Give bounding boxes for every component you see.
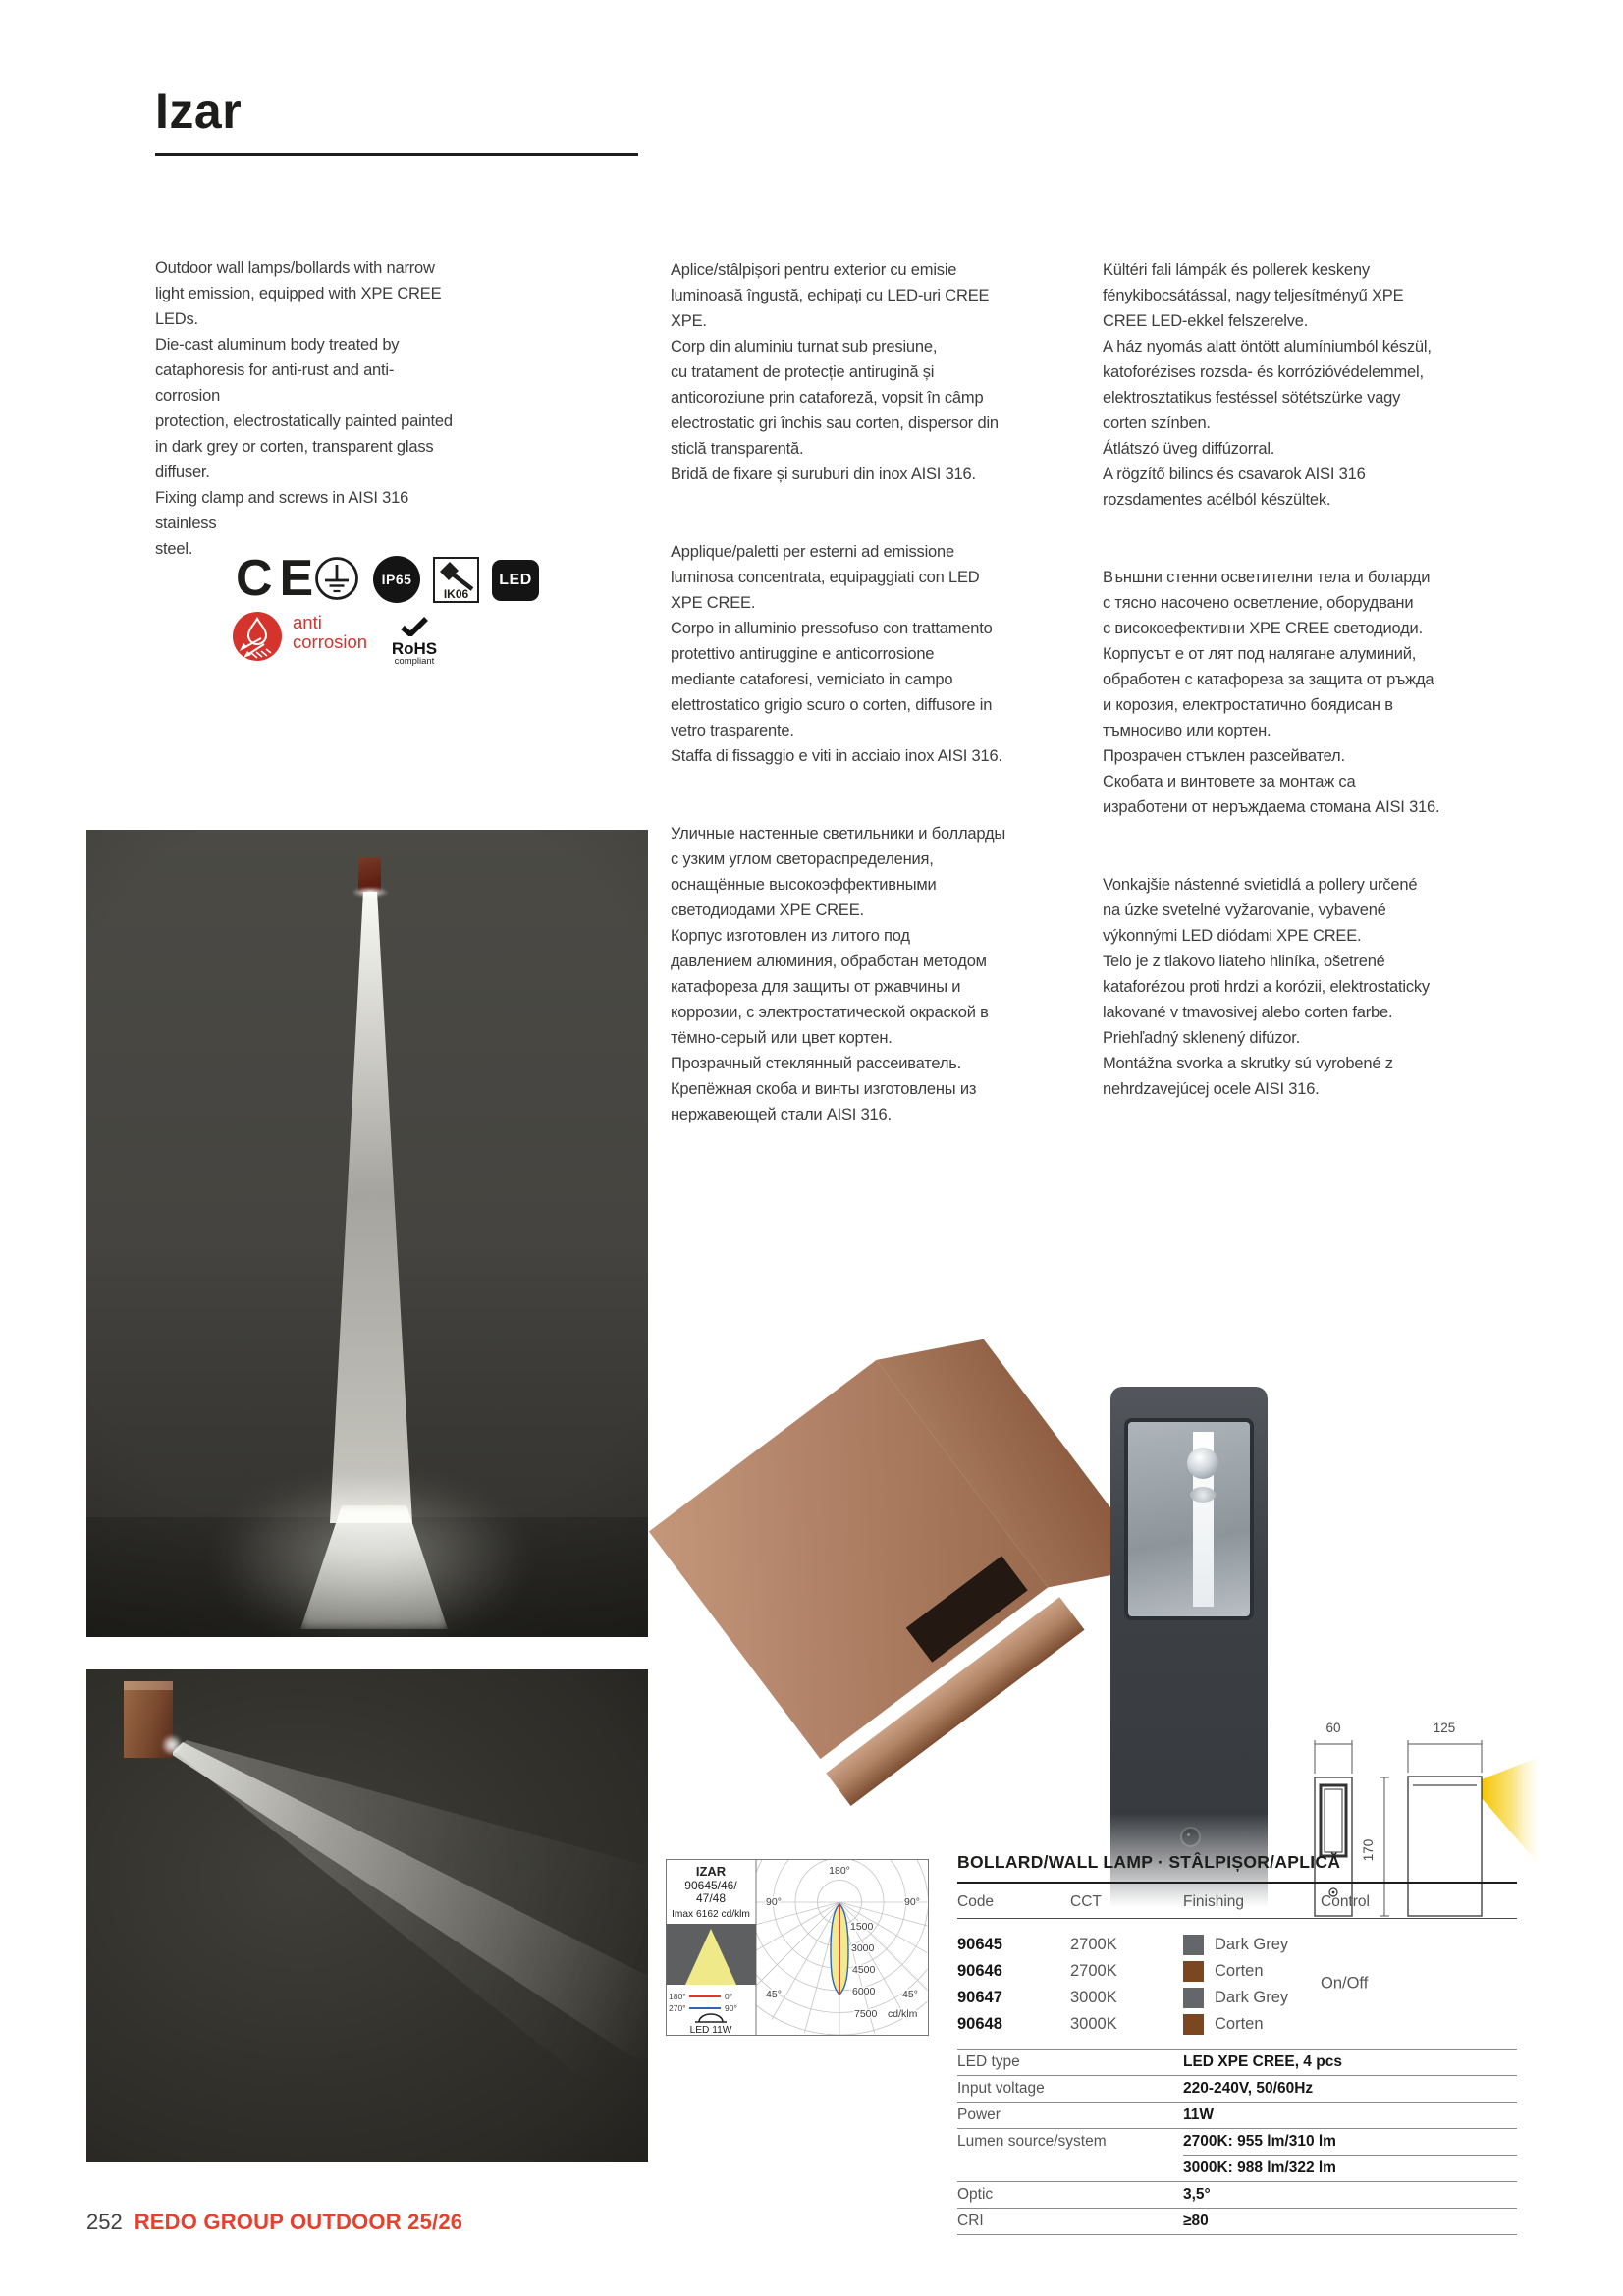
description-column-2 bbox=[671, 232, 1078, 1179]
table-row bbox=[957, 1985, 1517, 2011]
rohs-check-icon bbox=[400, 617, 429, 636]
photometry-codes-2: 47/48 bbox=[695, 1891, 727, 1905]
table-row bbox=[957, 2011, 1517, 2038]
bollard-window bbox=[1124, 1418, 1254, 1620]
earth-ground-icon bbox=[314, 556, 359, 606]
control-value: On/Off bbox=[1321, 1974, 1369, 1993]
spec-row-optic: Optic 3,5° bbox=[957, 2182, 1517, 2209]
product-code: 90646 bbox=[957, 1962, 1002, 1980]
legend-180: 180° bbox=[669, 1992, 686, 2001]
description-it: Applique/paletti per esterni ad emissione luminosa concentrata, equipaggiati con LED XPE CREE. Corpo in alluminio pressofuso con trattamento protettivo antiruggine e anticorrosione mediante cataforesi, verniciato in campo elettrostatico grigio scuro o corten, diffusore in vetro trasparente. Staffa di fissaggio e viti in acciaio inox AISI 316. bbox=[671, 543, 1002, 765]
table-rows bbox=[957, 1919, 1517, 2050]
bollard-screw bbox=[1180, 1827, 1201, 1847]
finish-label: Corten bbox=[1215, 1962, 1264, 1980]
table-row bbox=[957, 1958, 1517, 1985]
col-control: Control bbox=[1321, 1893, 1370, 1910]
col-code: Code bbox=[957, 1893, 995, 1910]
polar-tick-4500: 4500 bbox=[852, 1964, 876, 1976]
col-cct: CCT bbox=[1070, 1893, 1102, 1910]
finish-swatch bbox=[1183, 1961, 1204, 1982]
polar-label-45r: 45° bbox=[902, 1989, 918, 2000]
finish-label: Corten bbox=[1215, 2015, 1264, 2033]
legend-90: 90° bbox=[725, 2003, 737, 2013]
page-number: 252 bbox=[86, 2210, 123, 2234]
spec-row-input-voltage: Input voltage 220-240V, 50/60Hz bbox=[957, 2076, 1517, 2103]
rohs-icon bbox=[384, 617, 445, 667]
ik06-label: IK06 bbox=[443, 587, 469, 601]
page-title: Izar bbox=[155, 83, 243, 138]
rohs-compliant-label: compliant bbox=[394, 656, 435, 667]
photo-vignette bbox=[86, 830, 648, 1637]
polar-tick-3000: 3000 bbox=[851, 1942, 875, 1954]
col-finishing: Finishing bbox=[1183, 1893, 1245, 1910]
product-photo-corten-wall-lamp bbox=[727, 1314, 1092, 1813]
product-photo-dark-grey-bollard bbox=[1108, 1387, 1271, 1909]
photometric-diagram bbox=[666, 1859, 929, 2041]
dim-side-width: 125 bbox=[1433, 1721, 1456, 1735]
table-row bbox=[957, 1932, 1517, 1958]
polar-tick-6000: 6000 bbox=[852, 1986, 876, 1997]
title-underline bbox=[155, 153, 638, 156]
polar-tick-1500: 1500 bbox=[850, 1921, 874, 1933]
spec-row-led-type: LED type LED XPE CREE, 4 pcs bbox=[957, 2050, 1517, 2076]
polar-label-90r: 90° bbox=[904, 1896, 920, 1908]
lumen-3000k: 3000K: 988 lm/322 lm bbox=[1183, 2159, 1336, 2176]
photometry-model: IZAR bbox=[695, 1864, 727, 1879]
spec-table bbox=[957, 1852, 1517, 2235]
led-badge-icon: LED bbox=[492, 560, 539, 601]
product-code: 90647 bbox=[957, 1989, 1002, 2006]
finish-swatch bbox=[1183, 1988, 1204, 2008]
bollard-post bbox=[1110, 1387, 1268, 1907]
lumen-2700k: 2700K: 955 lm/310 lm bbox=[1183, 2133, 1517, 2156]
ambience-photo-bollard bbox=[86, 1669, 648, 2162]
cct-value: 3000K bbox=[1070, 1989, 1117, 2006]
polar-label-180: 180° bbox=[829, 1865, 850, 1877]
description-sk: Vonkajšie nástenné svietidlá a pollery určené na úzke svetelné vyžarovanie, vybavené výkonnými LED diódami XPE CREE. Telo je z tlakovo liateho hliníka, ošetrené kataforézou proti hrdzi a korózii, elektrostaticky lakované v tmavosivej alebo corten farbe. Priehľadný sklenený difúzor. Montážna svorka a skrutky sú vyrobené z nehrdzavejúcej ocele AISI 316. bbox=[1103, 876, 1430, 1098]
description-ru: Уличные настенные светильники и болларды с узким углом светораспределения, оснащённые высокоэффективными светодиодами XPE CREE. Корпус изготовлен из литого под давлением алюминия, обработан методом катафореза для защиты от ржавчины и коррозии, с электростатической окраской в тёмно-серый или цвет кортен. Прозрачный стеклянный рассеиватель. Крепёжная скоба и винты изготовлены из нержавеющей стали AISI 316. bbox=[671, 825, 1006, 1123]
photometry-lamp: LED 11W bbox=[689, 2025, 732, 2036]
ce-mark-icon: CE bbox=[236, 550, 321, 607]
cct-value: 3000K bbox=[1070, 2015, 1117, 2033]
ik06-hammer-icon bbox=[433, 557, 479, 608]
cct-value: 2700K bbox=[1070, 1962, 1117, 1980]
anti-corrosion-icon bbox=[232, 611, 283, 667]
finish-swatch bbox=[1183, 2014, 1204, 2035]
finish-label: Dark Grey bbox=[1215, 1989, 1289, 2006]
polar-label-45l: 45° bbox=[766, 1989, 782, 2000]
brand-footer: REDO GROUP OUTDOOR 25/26 bbox=[134, 2210, 463, 2234]
spec-row-power: Power 11W bbox=[957, 2103, 1517, 2129]
dim-height: 170 bbox=[1361, 1838, 1376, 1862]
description-en: Outdoor wall lamps/bollards with narrow light emission, equipped with XPE CREE LEDs. Die-cast aluminum body treated by cataphoresis for anti-rust and anti-corrosion protection, electrostatically painted painted in dark grey or corten, transparent glass diffuser. Fixing clamp and screws in AISI 316 stainless steel. bbox=[155, 259, 453, 558]
description-bg: Външни стенни осветителни тела и боларди с тясно насочено осветление, оборудвани с високоефективни XPE CREE светодиоди. Корпусът е от лят под налягане алуминий, обработен с катафореза за защита от ръжда и корозия, електростатично боядисан в тъмносиво или кортен. Прозрачен стъклен разсейвател. Скобата и винтовете за монтаж са изработени от неръждаема стомана AISI 316. bbox=[1103, 569, 1440, 816]
dim-front-width: 60 bbox=[1325, 1721, 1341, 1735]
corten-body bbox=[649, 1360, 1048, 1759]
description-column-3 bbox=[1103, 232, 1535, 1154]
description-ro: Aplice/stâlpișori pentru exterior cu emisie luminoasă îngustă, echipați cu LED-uri CREE XPE. Corp din aluminiu turnat sub presiune, cu tratament de protecție antirugină și anticoroziune prin cataforeză, vopsit în câmp electrostatic gri închis sau corten, dispersor din sticlă transparentă. Bridă de fixare și suruburi din inox AISI 316. bbox=[671, 261, 999, 483]
polar-tick-7500: 7500 bbox=[854, 2008, 878, 2020]
photo-vignette bbox=[86, 1669, 648, 2162]
finish-label: Dark Grey bbox=[1215, 1936, 1289, 1953]
bollard-led-lens bbox=[1187, 1448, 1218, 1479]
photometry-imax: Imax 6162 cd/klm bbox=[672, 1909, 750, 1920]
legend-270: 270° bbox=[669, 2003, 686, 2013]
rohs-label: RoHS bbox=[391, 639, 438, 658]
spec-row-cri: CRI ≥80 bbox=[957, 2209, 1517, 2235]
polar-unit: cd/klm bbox=[888, 2008, 918, 2020]
ip65-icon: IP65 bbox=[373, 556, 420, 603]
polar-label-90l: 90° bbox=[766, 1896, 782, 1908]
bollard-lens-reflection bbox=[1190, 1487, 1216, 1503]
finish-swatch bbox=[1183, 1935, 1204, 1955]
table-title: BOLLARD/WALL LAMP · STÂLPIȘOR/APLICĂ bbox=[957, 1852, 1517, 1884]
legend-0: 0° bbox=[725, 1992, 733, 2001]
photometry-codes-1: 90645/46/ bbox=[684, 1879, 737, 1892]
table-header bbox=[957, 1884, 1517, 1919]
dimension-beam bbox=[1482, 1758, 1537, 1862]
page-footer bbox=[86, 2210, 462, 2235]
spec-row-lumen: Lumen source/system 2700K: 955 lm/310 lm 3000K: 988 lm/322 lm bbox=[957, 2129, 1517, 2182]
cct-value: 2700K bbox=[1070, 1936, 1117, 1953]
ambience-photo-wall-lamp bbox=[86, 830, 648, 1637]
product-code: 90648 bbox=[957, 2015, 1002, 2033]
product-code: 90645 bbox=[957, 1936, 1002, 1953]
description-hu: Kültéri fali lámpák és pollerek keskeny fénykibocsátással, nagy teljesítményű XPE CREE LED-ekkel felszerelve. A ház nyomás alatt öntött alumíniumból készül, katoforézises rozsda- és korrózióvédelemmel, elektrosztatikus festéssel sötétszürke vagy corten színben. Átlátszó üveg diffúzorral. A rögzítő bilincs és csavarok AISI 316 rozsdamentes acélból készültek. bbox=[1103, 261, 1432, 509]
anti-corrosion-label: anti corrosion bbox=[293, 612, 368, 652]
